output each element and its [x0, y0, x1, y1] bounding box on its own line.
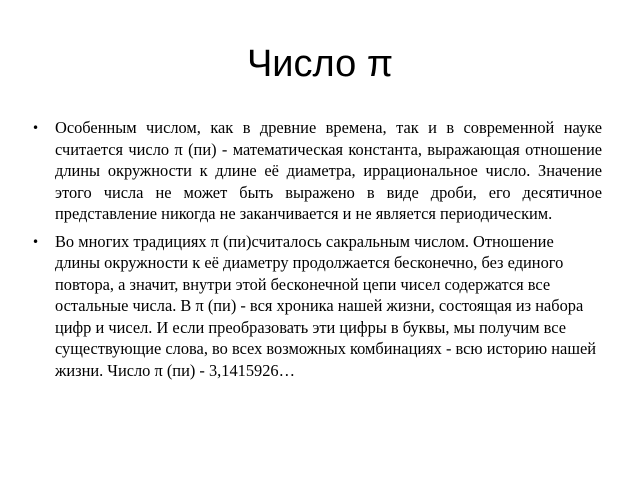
- bullet-icon: •: [32, 121, 40, 135]
- bullet-icon: •: [32, 234, 40, 249]
- bullet-item: [32, 117, 602, 225]
- bullet-text: Во многих традициях π (пи)считалось сакральным числом. Отношение длины окружности к её диаметру продолжается бесконечно, без единого повтора, а значит, внутри этой бесконечной цепи чисел содержатся все остальные числа. В π (пи) - вся хроника нашей жизни, состоящая из набора цифр и чисел. И если преобразовать эти цифры в буквы, мы получим все существующие слова, во всех возможных комбинациях - всю историю нашей жизни. Число π (пи) - 3,1415926…: [55, 231, 596, 380]
- bullet-list: [32, 117, 602, 387]
- slide-title: Число π: [246, 43, 394, 85]
- bullet-text: Особенным числом, как в древние времена, так и в современной науке считается число π (пи) - математическая константа, выражающая отношение длины окружности к длине её диаметра, иррациональное число. Значение этого числа не может быть выражено в виде дроби, его десятичное представление никогда не заканчивается и не является периодическим.: [55, 118, 602, 223]
- bullet-item: [32, 231, 602, 382]
